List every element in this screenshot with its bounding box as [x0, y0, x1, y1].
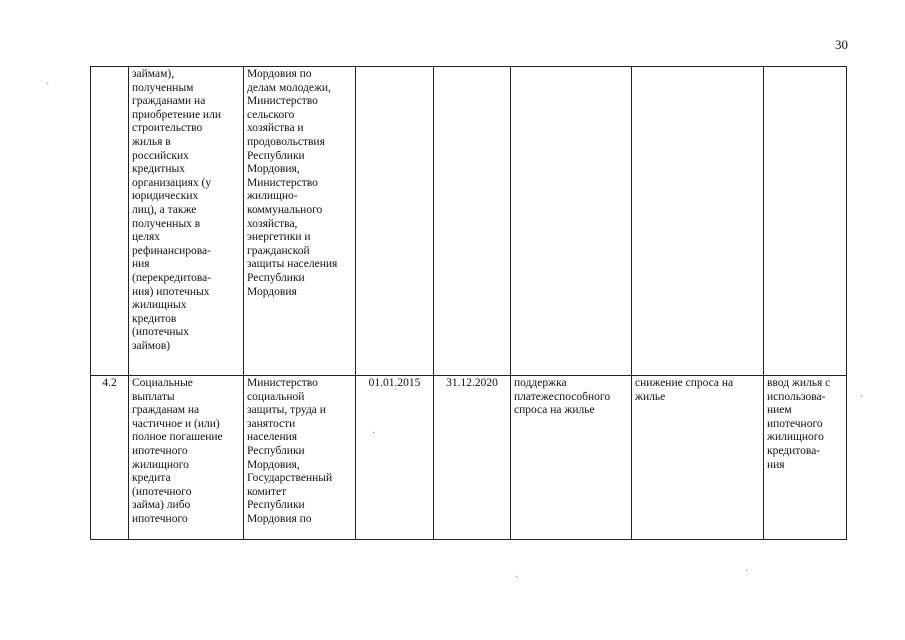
measure-name-cell — [129, 67, 244, 376]
consequence-text: снижение спроса на жилье — [635, 377, 734, 403]
end-date-cell — [434, 376, 511, 540]
executor-text: Министерство социальной защиты, труда и занятости населения Республики Мордовия, Государственный комитет Республики Мордовия по — [247, 377, 333, 525]
result-cell — [511, 67, 632, 376]
consequence-cell — [632, 67, 764, 376]
end-date-cell — [434, 67, 511, 376]
executor-cell — [244, 67, 356, 376]
program-table — [90, 66, 847, 540]
start-date: 01.01.2015 — [368, 377, 421, 389]
scan-speck: · — [372, 428, 376, 439]
measure-name: Социальные выплаты гражданам на частичное и (или) полное погашение ипотечного жилищного кредита (ипотечного займа) либо ипотечного — [132, 377, 223, 525]
start-date-cell — [356, 67, 434, 376]
scan-speck: · — [860, 392, 864, 403]
result-cell — [511, 376, 632, 540]
executor-cell — [244, 376, 356, 540]
table-row — [91, 376, 847, 540]
row-number-cell — [91, 376, 129, 540]
indicator-cell — [764, 67, 847, 376]
scan-speck: · — [745, 566, 749, 577]
row-number-cell — [91, 67, 129, 376]
expected-result: поддержка платежеспособного спроса на жилье — [514, 377, 611, 417]
row-number: 4.2 — [102, 377, 117, 389]
measure-name-cell — [129, 376, 244, 540]
scan-speck: · — [46, 79, 50, 90]
table-row — [91, 67, 847, 376]
end-date: 31.12.2020 — [446, 377, 498, 389]
page-number: 30 — [835, 37, 848, 52]
scan-speck: · — [515, 572, 519, 583]
consequence-cell — [632, 376, 764, 540]
start-date-cell — [356, 376, 434, 540]
measure-name: займам), полученным гражданами на приобретение или строительство жилья в российских кредитных организациях (у юридических лиц), а также полученных в целях рефинансирова- ния (перекредитова- ния) ипотечных жилищных кредитов (ипотечных займов) — [132, 68, 221, 352]
executor-text: Мордовия по делам молодежи, Министерство сельского хозяйства и продовольствия Республики Мордовия, Министерство жилищно- коммунального хозяйства, энергетики и гражданской защиты населения Республики Мордовия — [247, 68, 338, 298]
indicator-cell — [764, 376, 847, 540]
indicator-text: ввод жилья с использова- нием ипотечного жилищного кредитова- ния — [767, 377, 831, 471]
scan-speck: ` — [394, 388, 398, 399]
